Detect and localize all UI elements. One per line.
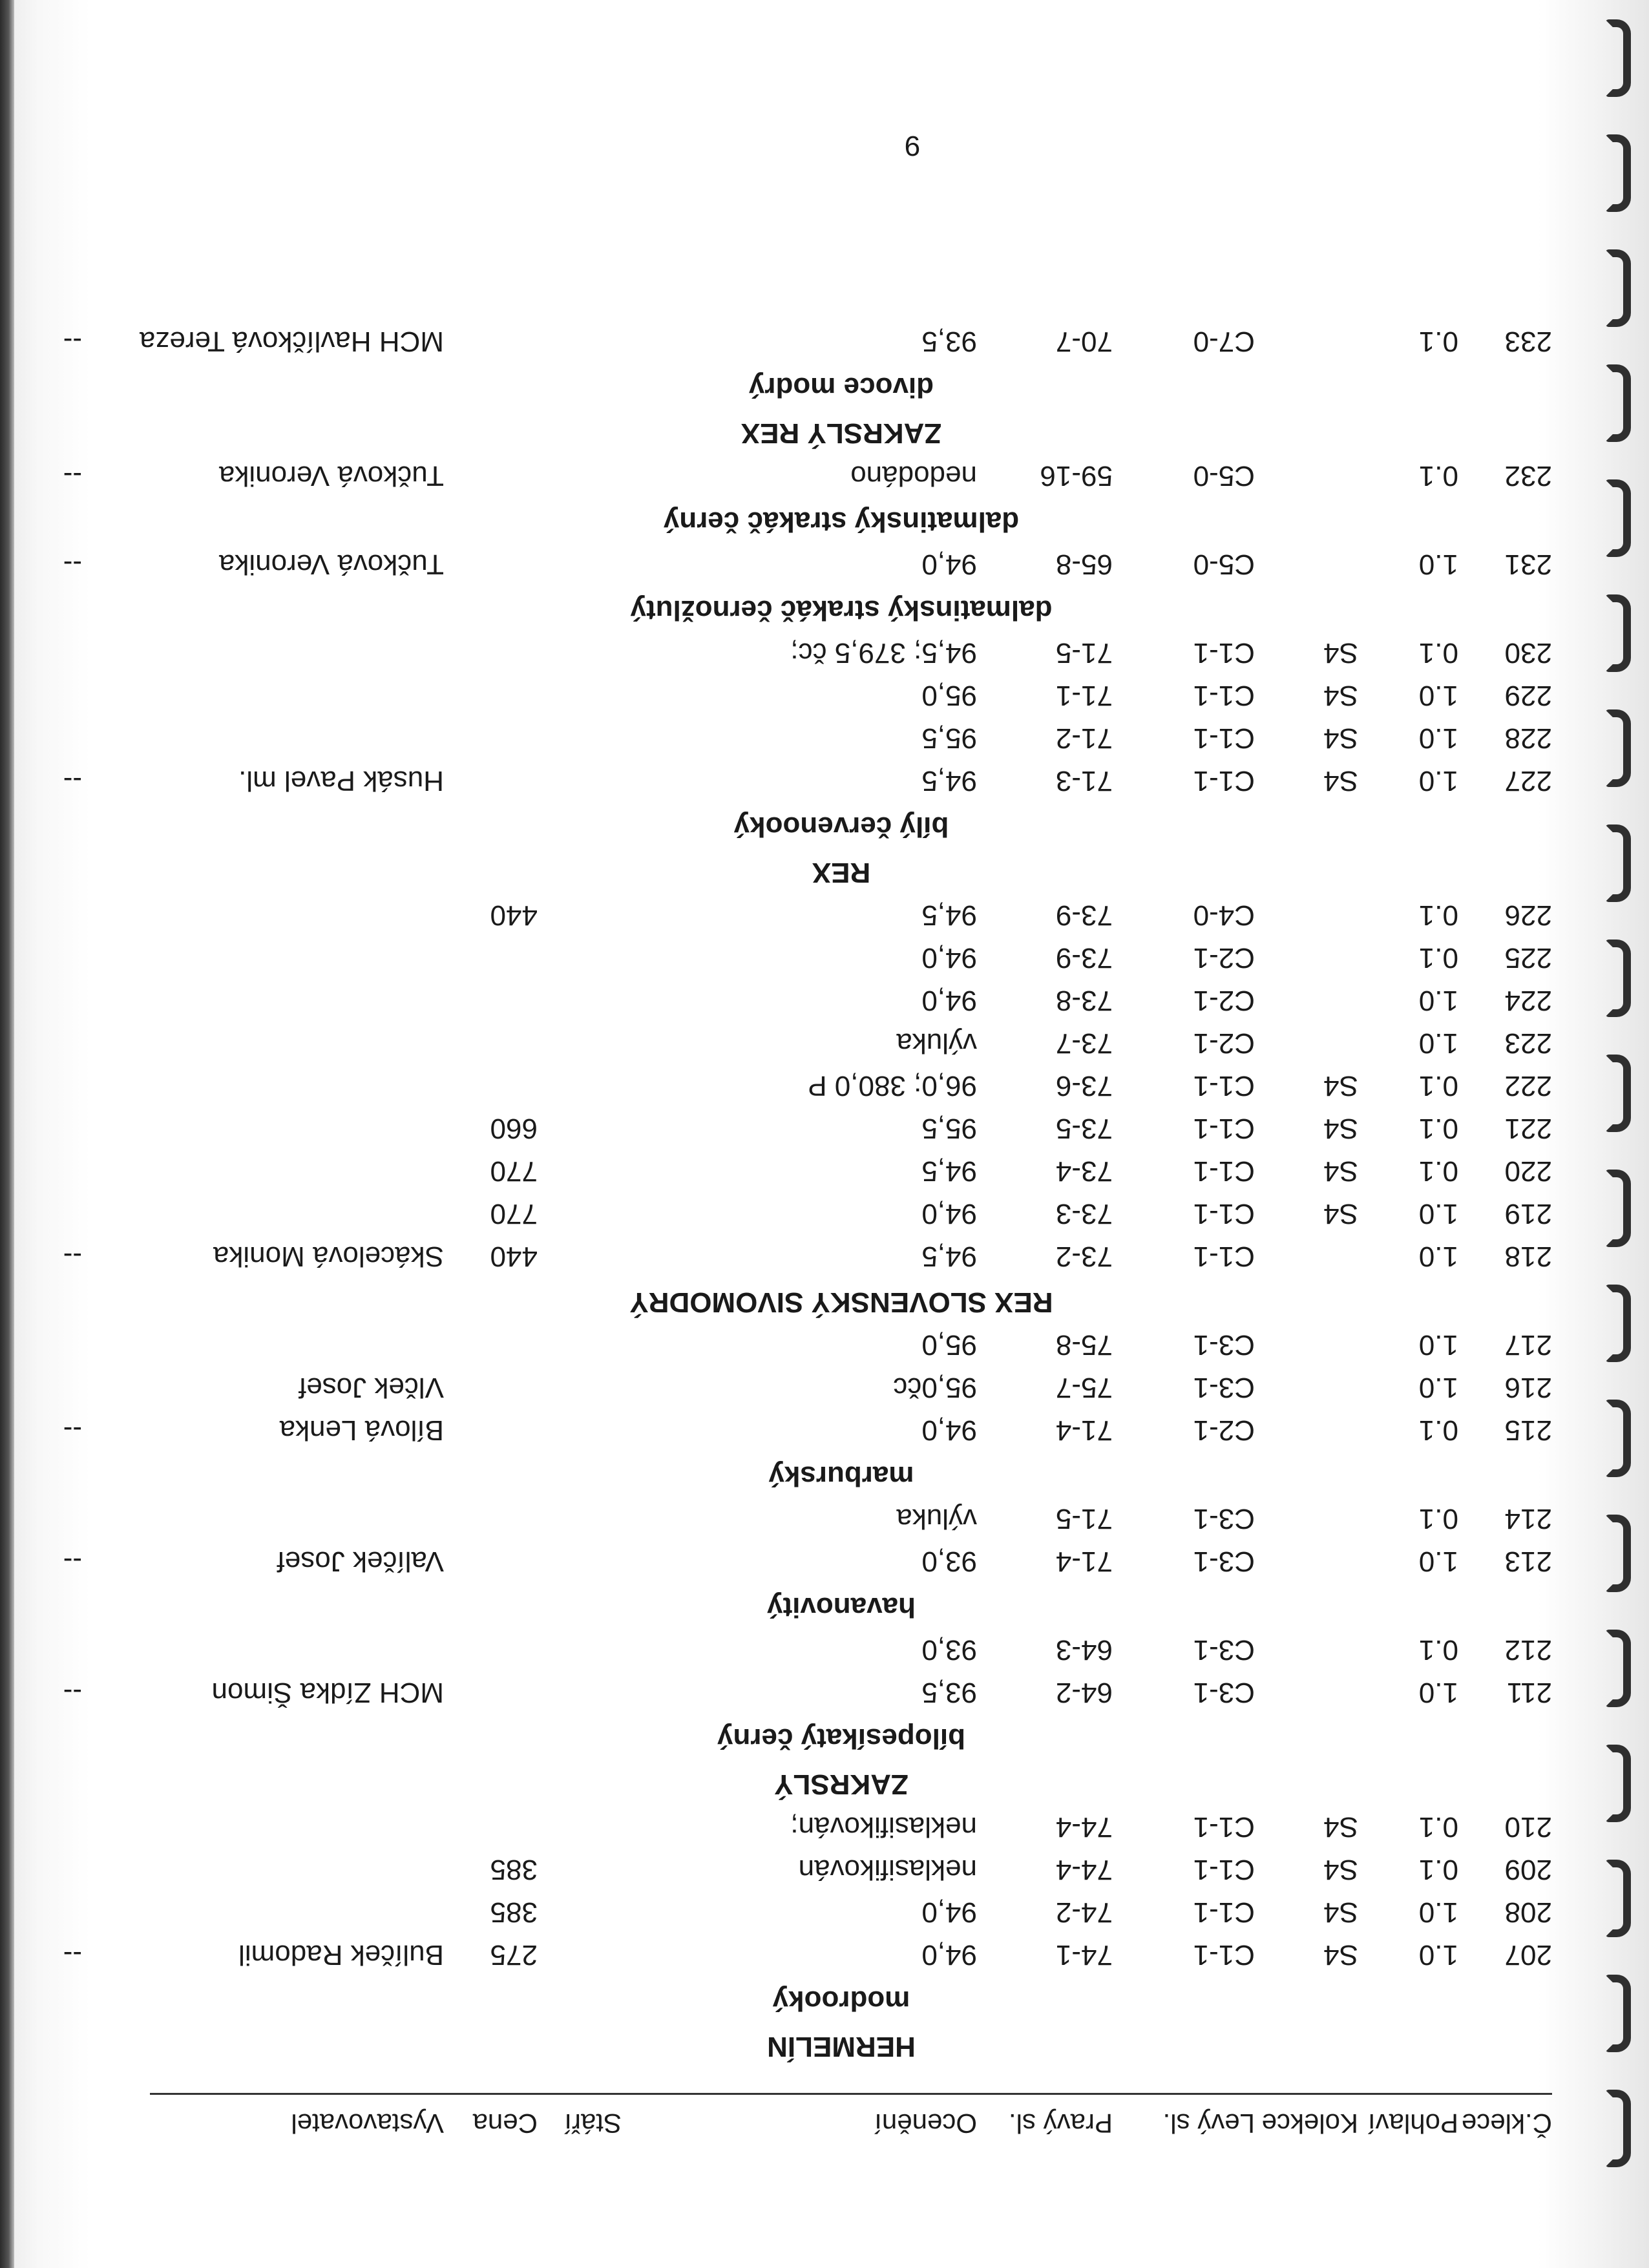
entry-exhibitor: Valíček Josef bbox=[277, 1546, 444, 1577]
entry-dash: -- bbox=[63, 765, 82, 797]
entry-right-tattoo: 74-2 bbox=[1055, 1896, 1113, 1928]
header-divider bbox=[150, 2093, 1552, 2095]
entry-price: 660 bbox=[490, 1113, 538, 1144]
breed-heading: HERMELÍN bbox=[767, 2031, 916, 2063]
entry-row bbox=[0, 1807, 1649, 1843]
entry-left-tattoo: C5-0 bbox=[1193, 460, 1255, 492]
entry-right-tattoo: 73-4 bbox=[1055, 1155, 1113, 1187]
entry-collection: S4 bbox=[1323, 1155, 1358, 1187]
entry-collection: S4 bbox=[1323, 1939, 1358, 1971]
entry-rating: 94,5 bbox=[921, 1155, 977, 1187]
entry-right-tattoo: 70-7 bbox=[1055, 326, 1113, 357]
entry-left-tattoo: C2-1 bbox=[1193, 1027, 1255, 1059]
header-col-klec: Č.klece bbox=[1461, 2108, 1552, 2139]
entry-exhibitor: Husák Pavel ml. bbox=[238, 765, 444, 797]
header-col-oceneni: Ocenění bbox=[874, 2108, 977, 2139]
entry-sex: 0.1 bbox=[1418, 1070, 1458, 1102]
entry-sex: 0.1 bbox=[1418, 942, 1458, 974]
entry-right-tattoo: 75-8 bbox=[1055, 1329, 1113, 1361]
entry-cage-number: 224 bbox=[1504, 985, 1552, 1016]
entry-row bbox=[0, 718, 1649, 754]
entry-cage-number: 221 bbox=[1504, 1113, 1552, 1144]
entry-right-tattoo: 74-1 bbox=[1055, 1939, 1113, 1971]
breed-heading: dalmatinský strakáč černý bbox=[663, 506, 1020, 538]
entry-row bbox=[0, 980, 1649, 1016]
breed-heading: havanovitý bbox=[767, 1591, 916, 1623]
breed-heading: REX SLOVENSKÝ SIVOMODRÝ bbox=[629, 1286, 1053, 1318]
entry-right-tattoo: 73-7 bbox=[1055, 1027, 1113, 1059]
entry-right-tattoo: 74-4 bbox=[1055, 1854, 1113, 1885]
entry-right-tattoo: 73-2 bbox=[1055, 1241, 1113, 1272]
entry-left-tattoo: C2-1 bbox=[1193, 1414, 1255, 1446]
entry-row bbox=[0, 544, 1649, 580]
breed-heading: ZAKRSLÝ REX bbox=[740, 417, 942, 449]
entry-right-tattoo: 73-8 bbox=[1055, 985, 1113, 1016]
entry-left-tattoo: C1-1 bbox=[1193, 637, 1255, 669]
entry-rating: 94,0 bbox=[921, 1198, 977, 1230]
entry-row bbox=[0, 1108, 1649, 1144]
entry-exhibitor: MCH Havlíčková Tereza bbox=[139, 326, 444, 357]
entry-collection: S4 bbox=[1323, 1896, 1358, 1928]
entry-right-tattoo: 71-5 bbox=[1055, 1503, 1113, 1535]
entry-exhibitor: MCH Zídka Šimon bbox=[211, 1677, 444, 1708]
entry-cage-number: 216 bbox=[1504, 1372, 1552, 1403]
entry-exhibitor: Bílová Lenka bbox=[279, 1414, 444, 1446]
entry-right-tattoo: 71-5 bbox=[1055, 637, 1113, 669]
entry-sex: 0.1 bbox=[1418, 1503, 1458, 1535]
entry-collection: S4 bbox=[1323, 680, 1358, 711]
entry-sex: 0.1 bbox=[1418, 1155, 1458, 1187]
entry-left-tattoo: C1-1 bbox=[1193, 1896, 1255, 1928]
entry-sex: 1.0 bbox=[1418, 722, 1458, 754]
entry-left-tattoo: C3-1 bbox=[1193, 1329, 1255, 1361]
entry-row bbox=[0, 1325, 1649, 1361]
entry-row bbox=[0, 1236, 1649, 1272]
entry-collection: S4 bbox=[1323, 1070, 1358, 1102]
entry-rating: neklasifikován bbox=[798, 1854, 977, 1885]
entry-left-tattoo: C3-1 bbox=[1193, 1503, 1255, 1535]
entry-cage-number: 222 bbox=[1504, 1070, 1552, 1102]
entry-sex: 1.0 bbox=[1418, 1027, 1458, 1059]
entry-right-tattoo: 71-3 bbox=[1055, 765, 1113, 797]
entry-row bbox=[0, 1193, 1649, 1230]
entry-right-tattoo: 74-4 bbox=[1055, 1811, 1113, 1843]
entry-price: 385 bbox=[490, 1896, 538, 1928]
page-number: 9 bbox=[904, 130, 921, 162]
entry-row bbox=[0, 675, 1649, 711]
entry-collection: S4 bbox=[1323, 765, 1358, 797]
entry-exhibitor: Bulíček Radomil bbox=[238, 1939, 444, 1971]
entry-row bbox=[0, 633, 1649, 669]
entry-left-tattoo: C5-0 bbox=[1193, 549, 1255, 580]
entry-rating: 94,0 bbox=[921, 1414, 977, 1446]
entry-collection: S4 bbox=[1323, 1113, 1358, 1144]
entry-right-tattoo: 59-16 bbox=[1040, 460, 1113, 492]
entry-cage-number: 208 bbox=[1504, 1896, 1552, 1928]
breed-heading: ZAKRSLÝ bbox=[774, 1769, 909, 1800]
entry-right-tattoo: 73-5 bbox=[1055, 1113, 1113, 1144]
entry-rating: 93,0 bbox=[921, 1634, 977, 1666]
entry-sex: 0.1 bbox=[1418, 460, 1458, 492]
entry-row bbox=[0, 761, 1649, 797]
header-col-pravy: Pravý sl. bbox=[1008, 2108, 1113, 2139]
entry-left-tattoo: C1-1 bbox=[1193, 1811, 1255, 1843]
entry-right-tattoo: 71-4 bbox=[1055, 1546, 1113, 1577]
entry-dash: -- bbox=[63, 1677, 82, 1708]
entry-cage-number: 232 bbox=[1504, 460, 1552, 492]
entry-left-tattoo: C1-1 bbox=[1193, 1198, 1255, 1230]
entry-sex: 1.0 bbox=[1418, 765, 1458, 797]
entry-left-tattoo: C1-1 bbox=[1193, 1939, 1255, 1971]
entry-rating: 96,0; 380,0 P bbox=[808, 1070, 977, 1102]
header-col-vystavovatel: Vystavovatel bbox=[291, 2108, 444, 2139]
entry-exhibitor: Vlček Josef bbox=[299, 1372, 444, 1403]
entry-right-tattoo: 64-2 bbox=[1055, 1677, 1113, 1708]
entry-rating: 95,0 bbox=[921, 1329, 977, 1361]
breed-heading: bílopesíkatý černý bbox=[717, 1723, 965, 1754]
breed-heading: divoce modrý bbox=[748, 372, 934, 403]
entry-collection: S4 bbox=[1323, 1198, 1358, 1230]
entry-row bbox=[0, 1498, 1649, 1535]
entry-sex: 1.0 bbox=[1418, 1677, 1458, 1708]
entry-right-tattoo: 71-2 bbox=[1055, 722, 1113, 754]
entry-right-tattoo: 73-3 bbox=[1055, 1198, 1113, 1230]
entry-sex: 1.0 bbox=[1418, 1939, 1458, 1971]
entry-right-tattoo: 71-4 bbox=[1055, 1414, 1113, 1446]
entry-rating: nedodáno bbox=[850, 460, 977, 492]
header-col-pohlavi: Pohlaví bbox=[1367, 2108, 1458, 2139]
breed-heading: marburský bbox=[768, 1460, 914, 1492]
header-col-kolekce: Kolekce bbox=[1261, 2108, 1358, 2139]
entry-sex: 1.0 bbox=[1418, 1896, 1458, 1928]
entry-left-tattoo: C3-1 bbox=[1193, 1546, 1255, 1577]
header-col-stari: Stáří bbox=[564, 2108, 622, 2139]
entry-rating: 94,5; 379,5 čc; bbox=[790, 637, 977, 669]
entry-price: 440 bbox=[490, 899, 538, 931]
entry-row bbox=[0, 1892, 1649, 1928]
entry-rating: 95,0čc bbox=[893, 1372, 977, 1403]
entry-left-tattoo: C2-1 bbox=[1193, 942, 1255, 974]
entry-left-tattoo: C1-1 bbox=[1193, 722, 1255, 754]
entry-row bbox=[0, 1367, 1649, 1403]
entry-left-tattoo: C1-1 bbox=[1193, 765, 1255, 797]
entry-cage-number: 223 bbox=[1504, 1027, 1552, 1059]
entry-price: 770 bbox=[490, 1198, 538, 1230]
entry-sex: 0.1 bbox=[1418, 1414, 1458, 1446]
entry-left-tattoo: C1-1 bbox=[1193, 1155, 1255, 1187]
entry-price: 275 bbox=[490, 1939, 538, 1971]
entry-sex: 0.1 bbox=[1418, 326, 1458, 357]
entry-row bbox=[0, 321, 1649, 357]
entry-row bbox=[0, 1849, 1649, 1885]
entry-cage-number: 207 bbox=[1504, 1939, 1552, 1971]
entry-dash: -- bbox=[63, 1241, 82, 1272]
entry-sex: 0.1 bbox=[1418, 1634, 1458, 1666]
entry-sex: 1.0 bbox=[1418, 1329, 1458, 1361]
entry-left-tattoo: C2-1 bbox=[1193, 985, 1255, 1016]
entry-sex: 0.1 bbox=[1418, 1113, 1458, 1144]
entry-row bbox=[0, 1935, 1649, 1971]
entry-left-tattoo: C1-1 bbox=[1193, 1241, 1255, 1272]
entry-dash: -- bbox=[63, 460, 82, 492]
entry-price: 770 bbox=[490, 1155, 538, 1187]
entry-cage-number: 213 bbox=[1504, 1546, 1552, 1577]
entry-price: 385 bbox=[490, 1854, 538, 1885]
entry-cage-number: 211 bbox=[1506, 1677, 1552, 1708]
entry-left-tattoo: C7-0 bbox=[1193, 326, 1255, 357]
entry-dash: -- bbox=[63, 1939, 82, 1971]
entry-collection: S4 bbox=[1323, 637, 1358, 669]
entry-cage-number: 212 bbox=[1504, 1634, 1552, 1666]
entry-cage-number: 217 bbox=[1504, 1329, 1552, 1361]
entry-rating: 95,0 bbox=[921, 680, 977, 711]
entry-sex: 0.1 bbox=[1418, 637, 1458, 669]
entry-right-tattoo: 73-9 bbox=[1055, 899, 1113, 931]
entry-left-tattoo: C1-1 bbox=[1193, 1113, 1255, 1144]
column-header bbox=[150, 2100, 1552, 2139]
entry-exhibitor: Tučková Veronika bbox=[218, 460, 444, 492]
entry-rating: 94,5 bbox=[921, 765, 977, 797]
breed-heading: dalmatinský strakáč černožlutý bbox=[630, 594, 1053, 626]
entry-row bbox=[0, 895, 1649, 931]
entry-row bbox=[0, 1066, 1649, 1102]
breed-heading: bílý červenooký bbox=[733, 811, 949, 843]
entry-exhibitor: Skácelová Monika bbox=[213, 1241, 444, 1272]
entry-sex: 1.0 bbox=[1418, 985, 1458, 1016]
entry-rating: neklasifikován; bbox=[790, 1811, 977, 1843]
entry-collection: S4 bbox=[1323, 1811, 1358, 1843]
entry-dash: -- bbox=[63, 549, 82, 580]
entry-rating: 94,0 bbox=[921, 549, 977, 580]
entry-right-tattoo: 73-6 bbox=[1055, 1070, 1113, 1102]
entry-rating: 95,5 bbox=[921, 722, 977, 754]
entry-sex: 0.1 bbox=[1418, 1811, 1458, 1843]
entry-cage-number: 227 bbox=[1504, 765, 1552, 797]
entry-left-tattoo: C3-1 bbox=[1193, 1634, 1255, 1666]
entry-cage-number: 233 bbox=[1504, 326, 1552, 357]
entry-left-tattoo: C4-0 bbox=[1193, 899, 1255, 931]
entry-row bbox=[0, 1630, 1649, 1666]
entry-cage-number: 220 bbox=[1504, 1155, 1552, 1187]
entry-cage-number: 230 bbox=[1504, 637, 1552, 669]
entry-sex: 0.1 bbox=[1418, 899, 1458, 931]
entry-rating: 94,5 bbox=[921, 1241, 977, 1272]
entry-sex: 1.0 bbox=[1418, 1241, 1458, 1272]
entry-collection: S4 bbox=[1323, 722, 1358, 754]
entry-rating: 95,5 bbox=[921, 1113, 977, 1144]
header-col-levy: Levý sl. bbox=[1162, 2108, 1255, 2139]
entry-dash: -- bbox=[63, 1546, 82, 1577]
entry-sex: 1.0 bbox=[1418, 1372, 1458, 1403]
entry-rating: výluka bbox=[896, 1503, 977, 1535]
breed-heading: REX bbox=[812, 857, 871, 888]
entry-left-tattoo: C1-1 bbox=[1193, 1854, 1255, 1885]
entry-left-tattoo: C1-1 bbox=[1193, 680, 1255, 711]
entry-right-tattoo: 65-8 bbox=[1055, 549, 1113, 580]
entry-cage-number: 228 bbox=[1504, 722, 1552, 754]
entry-row bbox=[0, 1023, 1649, 1059]
entry-cage-number: 210 bbox=[1504, 1811, 1552, 1843]
entry-cage-number: 226 bbox=[1504, 899, 1552, 931]
entry-sex: 1.0 bbox=[1418, 680, 1458, 711]
entry-dash: -- bbox=[63, 326, 82, 357]
entry-right-tattoo: 75-7 bbox=[1055, 1372, 1113, 1403]
entry-cage-number: 219 bbox=[1504, 1198, 1552, 1230]
entry-cage-number: 218 bbox=[1504, 1241, 1552, 1272]
entry-rating: 93,5 bbox=[921, 326, 977, 357]
entry-cage-number: 229 bbox=[1504, 680, 1552, 711]
entry-cage-number: 209 bbox=[1504, 1854, 1552, 1885]
entry-row bbox=[0, 1672, 1649, 1708]
entry-collection: S4 bbox=[1323, 1854, 1358, 1885]
entry-row bbox=[0, 1151, 1649, 1187]
entry-rating: 93,0 bbox=[921, 1546, 977, 1577]
breed-heading: modrooký bbox=[772, 1985, 910, 2017]
entry-cage-number: 215 bbox=[1504, 1414, 1552, 1446]
entry-left-tattoo: C3-1 bbox=[1193, 1677, 1255, 1708]
entry-right-tattoo: 64-3 bbox=[1055, 1634, 1113, 1666]
entry-rating: 94,0 bbox=[921, 942, 977, 974]
entry-cage-number: 214 bbox=[1504, 1503, 1552, 1535]
entry-cage-number: 231 bbox=[1504, 549, 1552, 580]
entry-row bbox=[0, 1410, 1649, 1446]
entry-row bbox=[0, 456, 1649, 492]
entry-left-tattoo: C1-1 bbox=[1193, 1070, 1255, 1102]
entry-rating: 94,0 bbox=[921, 1896, 977, 1928]
entry-right-tattoo: 71-1 bbox=[1055, 680, 1113, 711]
entry-rating: 93,5 bbox=[921, 1677, 977, 1708]
entry-rating: výluka bbox=[896, 1027, 977, 1059]
entry-rating: 94,5 bbox=[921, 899, 977, 931]
entry-sex: 1.0 bbox=[1418, 1198, 1458, 1230]
entry-sex: 1.0 bbox=[1418, 549, 1458, 580]
entry-dash: -- bbox=[63, 1414, 82, 1446]
entry-sex: 0.1 bbox=[1418, 1854, 1458, 1885]
entry-sex: 1.0 bbox=[1418, 1546, 1458, 1577]
entry-rating: 94,0 bbox=[921, 985, 977, 1016]
entry-right-tattoo: 73-9 bbox=[1055, 942, 1113, 974]
entry-exhibitor: Tučková Veronika bbox=[218, 549, 444, 580]
entry-price: 440 bbox=[490, 1241, 538, 1272]
entry-row bbox=[0, 938, 1649, 974]
entry-rating: 94,0 bbox=[921, 1939, 977, 1971]
header-col-cena: Cena bbox=[472, 2108, 538, 2139]
entry-cage-number: 225 bbox=[1504, 942, 1552, 974]
entry-left-tattoo: C3-1 bbox=[1193, 1372, 1255, 1403]
entry-row bbox=[0, 1541, 1649, 1577]
